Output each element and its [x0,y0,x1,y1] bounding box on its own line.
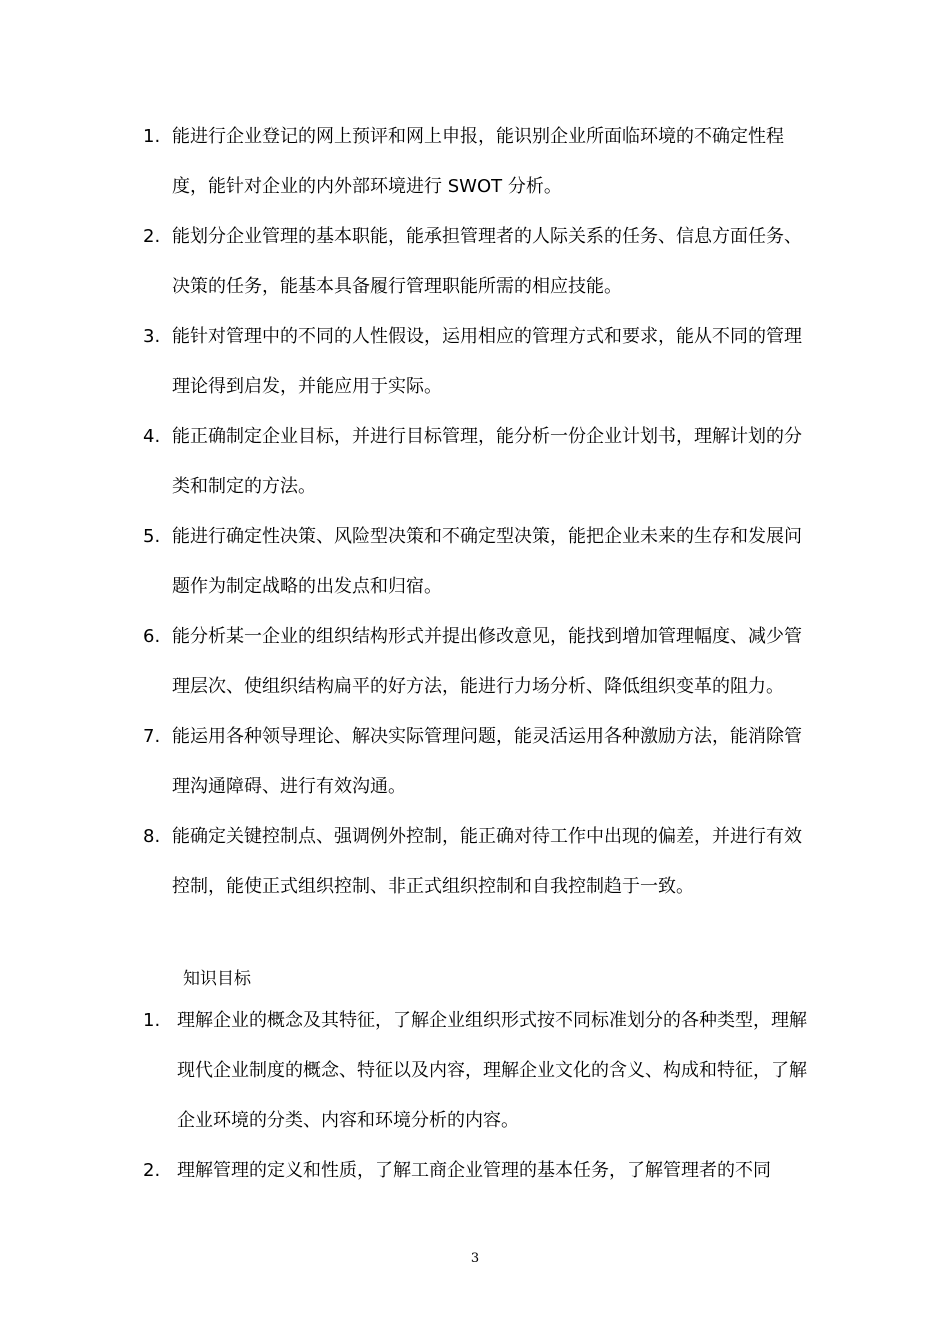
list-item-number: 7. [143,726,161,747]
list-item [143,112,813,212]
list-item-number: 2. [143,226,161,247]
knowledge-objectives-list [143,996,813,1196]
list-item [143,1146,813,1196]
list-item-number: 4. [143,426,161,447]
list-item-text: 能运用各种领导理论、解决实际管理问题，能灵活运用各种激励方法，能消除管理沟通障碍、进行有效沟通。 [172,726,802,797]
list-item [143,612,813,712]
list-item [143,512,813,612]
list-item [143,996,813,1146]
list-item-text: 能划分企业管理的基本职能，能承担管理者的人际关系的任务、信息方面任务、决策的任务，能基本具备履行管理职能所需的相应技能。 [172,226,802,297]
list-item-text: 能进行确定性决策、风险型决策和不确定型决策，能把企业未来的生存和发展问题作为制定战略的出发点和归宿。 [172,526,802,597]
list-item-number: 5. [143,526,161,547]
section-heading-knowledge: 知识目标 [183,969,251,989]
list-item-text: 理解管理的定义和性质，了解工商企业管理的基本任务，了解管理者的不同 [177,1160,771,1181]
list-item [143,212,813,312]
page-number: 3 [470,1251,480,1266]
list-item [143,712,813,812]
list-item-text: 能确定关键控制点、强调例外控制，能正确对待工作中出现的偏差，并进行有效控制，能使正式组织控制、非正式组织控制和自我控制趋于一致。 [172,826,802,897]
list-item-text: 能分析某一企业的组织结构形式并提出修改意见，能找到增加管理幅度、减少管理层次、使组织结构扁平的好方法，能进行力场分析、降低组织变革的阻力。 [172,626,802,697]
skill-objectives-list [143,112,813,912]
list-item-text: 理解企业的概念及其特征，了解企业组织形式按不同标准划分的各种类型，理解现代企业制度的概念、特征以及内容，理解企业文化的含义、构成和特征，了解企业环境的分类、内容和环境分析的内容。 [177,1010,807,1131]
list-item-number: 8. [143,826,161,847]
list-item-number: 1. [143,126,161,147]
list-item [143,412,813,512]
list-item-text: 能进行企业登记的网上预评和网上申报，能识别企业所面临环境的不确定性程度，能针对企业的内外部环境进行 SWOT 分析。 [172,126,784,197]
list-item-text: 能正确制定企业目标，并进行目标管理，能分析一份企业计划书，理解计划的分类和制定的方法。 [172,426,802,497]
list-item-text: 能针对管理中的不同的人性假设，运用相应的管理方式和要求，能从不同的管理理论得到启发，并能应用于实际。 [172,326,802,397]
list-item [143,812,813,912]
list-item-number: 3. [143,326,161,347]
list-item-number: 1. [143,1010,161,1031]
list-item-number: 2. [143,1160,161,1181]
list-item [143,312,813,412]
list-item-number: 6. [143,626,161,647]
